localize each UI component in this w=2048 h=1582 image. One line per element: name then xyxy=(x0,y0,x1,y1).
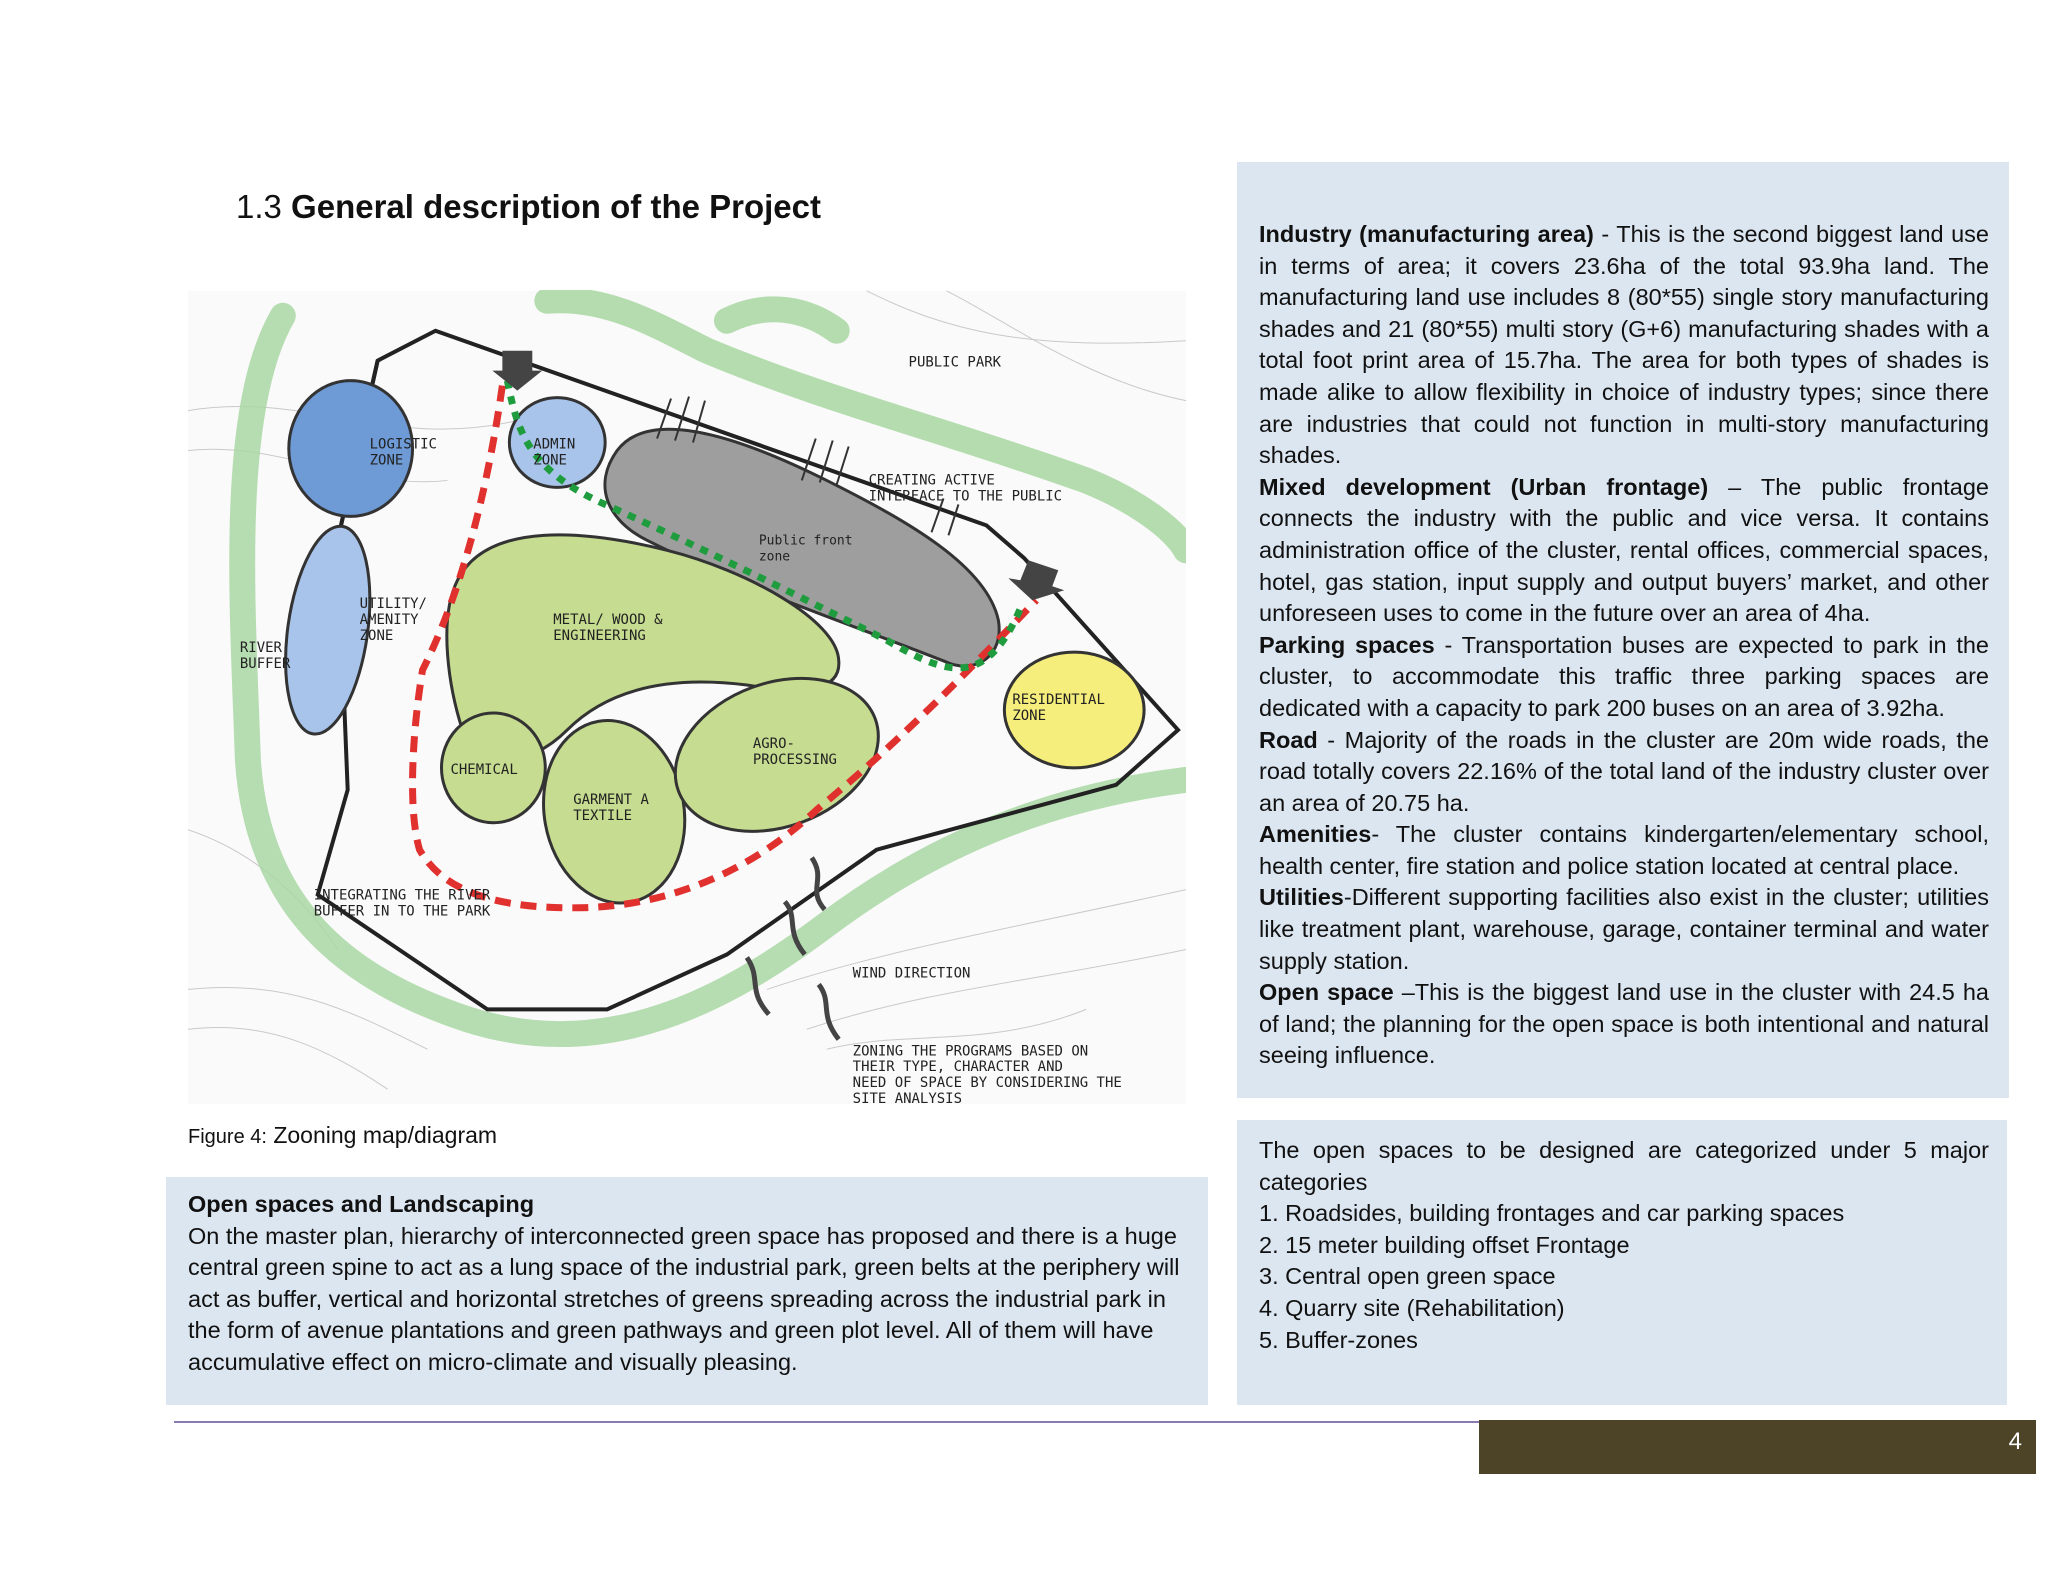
desc-open-space: –This is the biggest land use in the cluster with 24.5 ha of land; the planning for the open space is both intentional and natural seeing influence. xyxy=(1259,979,1989,1069)
footer-bar xyxy=(1479,1420,2036,1474)
label-zoning-4: SITE ANALYSIS xyxy=(852,1091,963,1105)
open-space-categories-text xyxy=(1259,1135,1989,1356)
desc-road: - Majority of the roads in the cluster are 20m wide roads, the road totally covers 22.16% of the total land of the industry cluster over an area of 20.75 ha. xyxy=(1259,726,1989,816)
desc-industry: - This is the second biggest land use in terms of area; it covers 23.6ha of the total 93.9ha land. The manufacturing land use includes 8 (80*55) single story manufacturing shades and 21 (80*55) multi story (G+6) manufacturing shades with a total foot print area of 15.7ha. The area for both types of shades is made alike to allow flexibility in choice of industry types; since there are industries that could not function in multi-story manufacturing shades. xyxy=(1259,221,1989,469)
label-wind: WIND DIRECTION xyxy=(852,965,971,982)
term-road: Road xyxy=(1259,726,1318,753)
term-utilities: Utilities xyxy=(1259,884,1344,911)
page-number: 4 xyxy=(2008,1428,2022,1455)
label-integrating-2: BUFFER IN TO THE PARK xyxy=(313,903,491,920)
label-chemical: CHEMICAL xyxy=(450,761,518,778)
label-zoning-2: THEIR TYPE, CHARACTER AND xyxy=(852,1059,1063,1076)
footer-divider xyxy=(174,1421,1479,1423)
term-amenities: Amenities xyxy=(1259,821,1372,848)
label-public-front-1: Public front xyxy=(758,533,853,549)
zoning-map xyxy=(188,290,1186,1105)
label-garment-2: TEXTILE xyxy=(573,807,633,824)
category-item: 2. 15 meter building offset Frontage xyxy=(1259,1231,1630,1258)
label-zoning-3: NEED OF SPACE BY CONSIDERING THE xyxy=(852,1075,1122,1092)
label-public-front-2: zone xyxy=(758,549,791,565)
desc-mixed: – The public frontage connects the industry with the public and vice versa. It contains administration office of the cluster, rental offices, commercial spaces, hotel, gas station, input supply and output buyers’ market, and other unforeseen uses to come in the future over an area of 4ha. xyxy=(1259,473,1989,627)
label-admin-2: ZONE xyxy=(533,452,567,469)
label-agro-2: PROCESSING xyxy=(752,751,837,768)
figure-caption-prefix: Figure 4: xyxy=(188,1126,267,1148)
section-heading xyxy=(236,188,821,226)
label-metal-2: ENGINEERING xyxy=(553,628,646,645)
label-logistic-2: ZONE xyxy=(369,452,404,469)
category-item: 1. Roadsides, building frontages and car parking spaces xyxy=(1259,1200,1845,1227)
term-industry: Industry (manufacturing area) xyxy=(1259,221,1594,247)
section-number: 1.3 xyxy=(236,188,282,225)
desc-utilities: -Different supporting facilities also exist in the cluster; utilities like treatment plant, warehouse, garage, container terminal and water supply station. xyxy=(1259,884,1989,974)
label-agro-1: AGRO- xyxy=(752,735,795,752)
label-utility-2: AMENITY xyxy=(359,612,419,629)
label-active-1: CREATING ACTIVE xyxy=(868,472,995,489)
categories-intro-line2: categories xyxy=(1259,1168,1368,1195)
figure-caption-text: Zooning map/diagram xyxy=(273,1122,498,1148)
term-parking: Parking spaces xyxy=(1259,631,1435,658)
label-metal-1: METAL/ WOOD & xyxy=(553,612,663,629)
label-zoning-1: ZONING THE PROGRAMS BASED ON xyxy=(852,1043,1089,1060)
categories-intro-line1: The open spaces to be designed are categorized under 5 major xyxy=(1259,1137,1989,1163)
landscaping-text xyxy=(188,1189,1188,1379)
figure-caption xyxy=(188,1122,497,1149)
category-item: 3. Central open green space xyxy=(1259,1263,1556,1290)
label-active-2: INTERFACE TO THE PUBLIC xyxy=(868,488,1063,505)
term-mixed: Mixed development (Urban frontage) xyxy=(1259,473,1709,500)
label-logistic-1: LOGISTIC xyxy=(369,436,437,453)
section-title: General description of the Project xyxy=(291,188,821,225)
label-utility-1: UTILITY/ xyxy=(359,596,427,613)
label-residential-1: RESIDENTIAL xyxy=(1012,691,1105,708)
label-river-1: RIVER xyxy=(239,640,282,657)
label-public-park: PUBLIC PARK xyxy=(908,354,1002,371)
land-use-text xyxy=(1259,219,1989,1072)
category-item: 4. Quarry site (Rehabilitation) xyxy=(1259,1294,1565,1321)
landscaping-title: Open spaces and Landscaping xyxy=(188,1191,535,1217)
desc-amenities: - The cluster contains kindergarten/elementary school, health center, fire station and police station located at central place. xyxy=(1259,821,1989,879)
label-residential-2: ZONE xyxy=(1012,707,1046,724)
label-river-2: BUFFER xyxy=(239,656,291,673)
term-open-space: Open space xyxy=(1259,979,1394,1006)
label-admin-1: ADMIN xyxy=(533,436,576,453)
label-utility-3: ZONE xyxy=(359,628,394,645)
category-item: 5. Buffer-zones xyxy=(1259,1326,1418,1353)
landscaping-body: On the master plan, hierarchy of interconnected green space has proposed and there is a huge central green spine to act as a lung space of the industrial park, green belts at the periphery will act as buffer, vertical and horizontal stretches of greens spreading across the industrial park in the form of avenue plantations and green pathways and green plot level. All of them will have accumulative effect on micro-climate and visually pleasing. xyxy=(188,1222,1180,1375)
desc-parking: - Transportation buses are expected to park in the cluster, to accommodate this traffic three parking spaces are dedicated with a capacity to park 200 buses on an area of 3.92ha. xyxy=(1259,631,1989,721)
label-integrating-1: INTEGRATING THE RIVER xyxy=(313,887,491,904)
label-garment-1: GARMENT A xyxy=(573,791,649,808)
